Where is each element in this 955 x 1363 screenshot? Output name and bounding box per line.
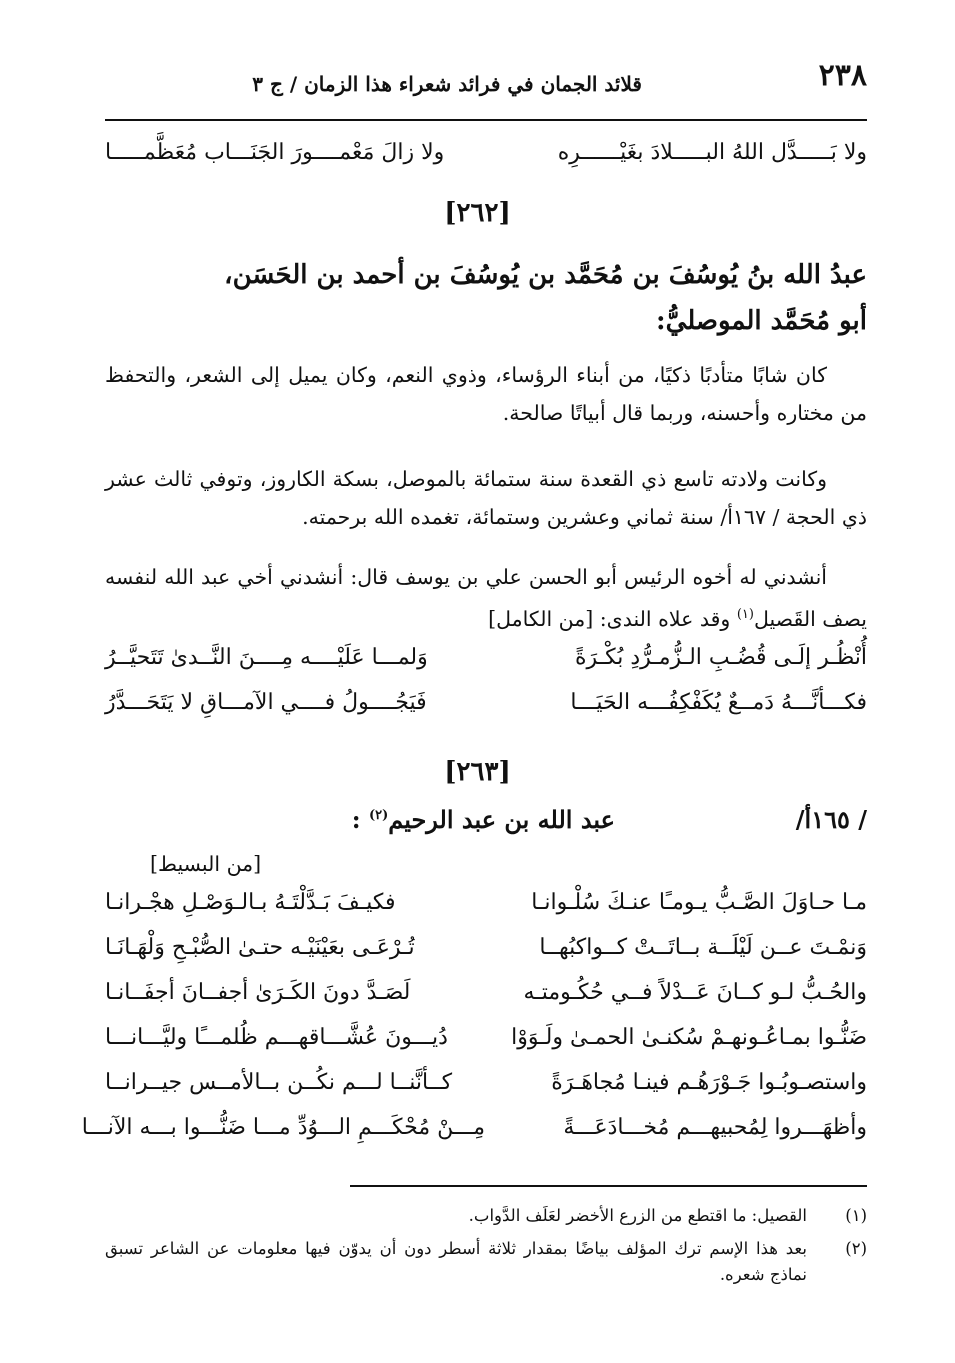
footnote-number: (١) [845,1206,867,1225]
verse-first-hemistich: وأظهَـــروا لِمُحبيهـــم مُخـــادَعَـــةً [563,1115,867,1140]
verse-first-hemistich: وَنمْـتَ عــن لَيْلَــة بــاتَــتْ كــواكبُهــا [539,935,867,960]
entry-263-verse-4 [105,1025,867,1065]
entry-number-263: [٢٦٣] [444,757,511,787]
entry-262-paragraph-3: أنشدني له أخوه الرئيس أبو الحسن علي بن يوسف قال: أنشدني أخي عبد الله لنفسه يصف القَصيل$^{(١)}$ وقد علاه الندى: [من الكامل] [105,565,867,631]
verse-second-hemistich: فَيَجُــــولُ فــــي الآمـــاقِ لا يَتَحَـــدَّرُ [105,690,427,715]
footnote-ref-1: (١) [736,607,754,622]
verse-first-hemistich: فكـــأنَّـــهُ دَمــعٌ يُكَفْكِفُـــه الحَيَـــا [570,690,867,715]
verse-second-hemistich: فكيـفَ بَـدَّلْتَـهُ بـالـوَصْـلِ هجْـرانـا [105,890,396,915]
entry-263-verse-6 [81,1115,867,1155]
entry-263-verse-2 [105,935,867,975]
meter-label: [من البسيط] [150,852,262,876]
entry-263-verse-3 [105,980,867,1020]
entry-262-paragraph-1: كان شابًا متأدبًا ذكيًا، من أبناء الرؤساء، وذوي النعم، وكان يميل إلى الشعر، والتحفظ من مختاره وأحسنه، وربما قال أبياتًا صالحة. [105,363,867,425]
page-header [105,58,867,106]
entry-number-262: [٢٦٢] [444,198,511,228]
running-title: قلائد الجمان في فرائد شعراء هذا الزمان / ج ٣ [252,72,642,96]
footnote-number: (٢) [845,1239,867,1258]
entry-263-verse-1 [105,890,867,930]
verse-second-hemistich: تُـرْعَـى بعَيْنَيْـه حتـىٰ الصُّبْـحِ وَلْهَـانَـا [105,935,415,960]
footnote-2 [105,1236,867,1288]
folio-reference: / ١٦٥أ/ [795,805,867,834]
page-number: ٢٣٨ [818,58,867,93]
entry-262-paragraph-2: وكانت ولادته تاسع ذي القعدة سنة ستمائة بالموصل، بسكة الكاروز، وتوفي ثالث عشر ذي الحجة / ١٦٧أ/ سنة ثماني وعشرين وستمائة، تغمده الله برحمته. [105,467,867,529]
footnote-divider [350,1185,867,1187]
footnote-text: القصيل: ما اقتطع من الزرع الأخضر لعَلَف الدَّواب. [468,1206,807,1225]
verse-second-hemistich: ولا زالَ مَعْمــــورَ الجَنَـــاب مُعَظَّمـــــا [105,140,445,165]
verse-second-hemistich: لَصَـدَّ دونَ الكَـرَىٰ أجفــانَ أجفَــانـا [105,980,411,1005]
verse-first-hemistich: ولا بَـــــدَّل اللهُ البـــــلادَ بغَيْــــــرِه [557,140,867,165]
header-divider [105,119,867,121]
opening-verse [105,140,867,180]
verse-second-hemistich: وَلمـــا عَلَيْــــه مِــــنَ النَّــدىٰ تَتَحيَّــرُ [105,645,428,670]
entry-262-name-line1: عبدُ الله بنُ يُوسُفَ بن مُحَمَّد بن يُوسُفَ بن أحمد بن الحَسَن، [224,260,867,290]
verse-first-hemistich: واستصـوبُـوا جَـوْرَهُـم فينـا مُجاهَـرَةً [551,1070,867,1095]
entry-262-name [105,252,867,344]
entry-263-verse-5 [105,1070,867,1110]
verse-first-hemistich: مـا حـاوَلَ الصَّـبُّ يـومـًا عنـكَ سُلْـوانـا [531,890,867,915]
verse-second-hemistich: دُيـــونَ عُشَّـــاقهـــم ظُلمـــًا وليَّـــانـــا [105,1025,448,1050]
footnote-1 [105,1203,867,1229]
entry-262-verse-1 [105,645,867,685]
entry-262-verse-2 [105,690,867,730]
verse-second-hemistich: مِـــنْ مُحْكَـــمِ الـــوُدِّ مـــا ضَنُّـــوا بـــه الآنـــا [81,1115,485,1140]
verse-first-hemistich: ضَنُّـوا بمـاعُـونهـمْ سُكنـىٰ الحمـىٰ ولَـوَوْا [511,1025,867,1050]
verse-second-hemistich: كــأنَّنــا لـــم نكُــن بــالأمــس جيــرانــا [105,1070,453,1095]
verse-first-hemistich: أُنْظُـر إلَـى قُضُـبِ الـزُّمـرُّدِ بُكْـرَةً [574,645,867,670]
footnote-ref-2: (٢) [368,808,389,823]
footnote-text: بعد هذا الإسم ترك المؤلف بياضًا بمقدار ثلاثة أسطر دون أن يدوّن فيها معلومات عن الشاعر تسبق نماذج شعره. [105,1239,807,1284]
verse-first-hemistich: والحُـبُّ لـو كــانَ عَــدْلاً فــي حُكُـومتـه [523,980,867,1005]
entry-263-name: عبد الله بن عبد الرحيم$^{(٢)}$ : [351,805,615,834]
entry-262-name-line2: أبو مُحَمَّد الموصليُّ: [656,306,867,336]
